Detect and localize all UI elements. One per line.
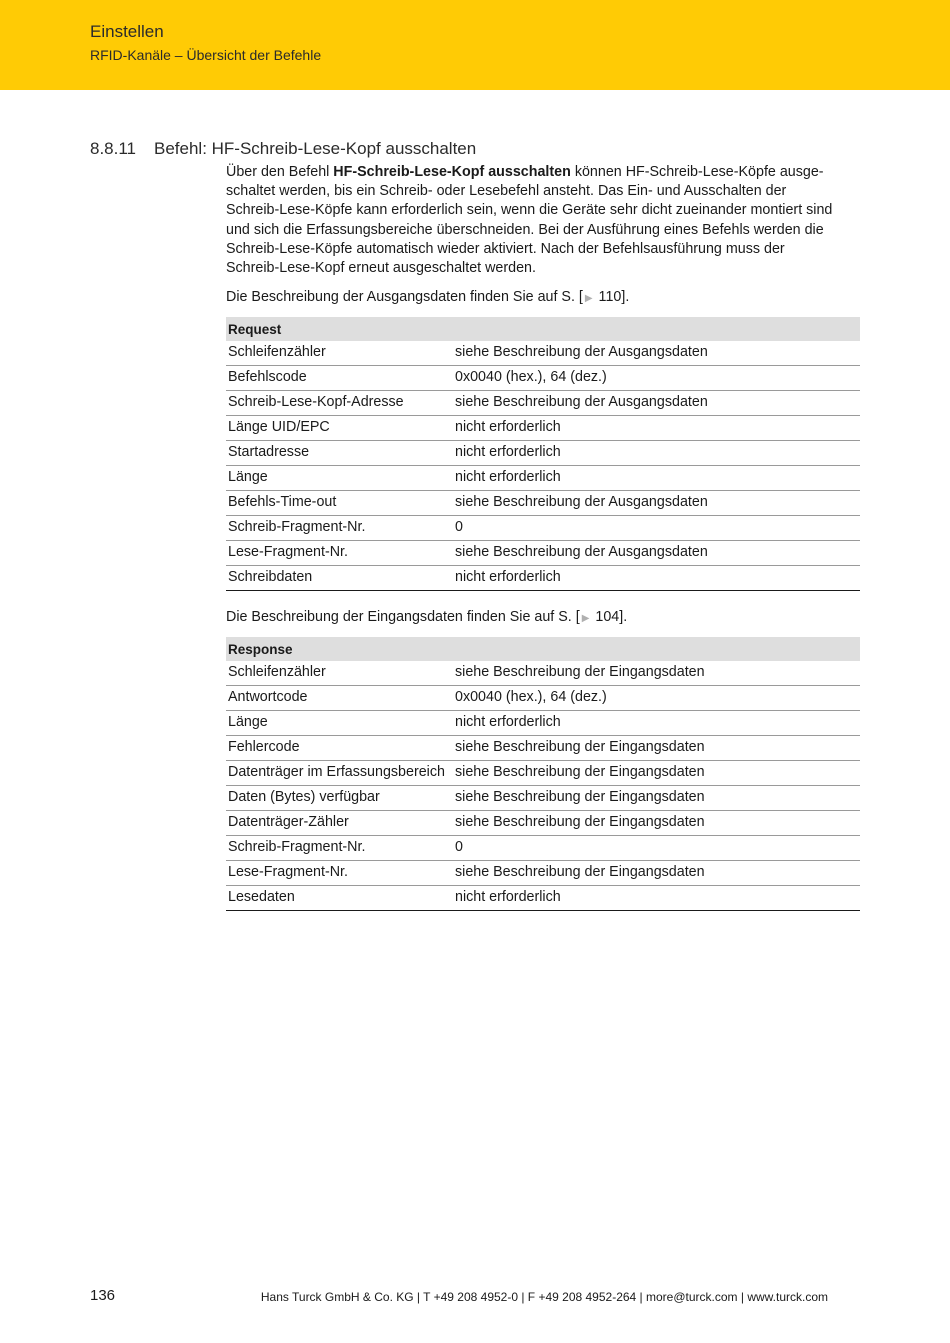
table-cell-value: siehe Beschreibung der Ausgangsdaten	[453, 391, 860, 416]
table-cell-value: nicht erforderlich	[453, 886, 860, 911]
table-row	[226, 736, 860, 761]
request-table-header: Request	[226, 317, 860, 341]
table-cell-value: siehe Beschreibung der Eingangsdaten	[453, 786, 860, 811]
table-cell-parameter: Schleifenzähler	[226, 341, 453, 366]
table-cell-parameter: Antwortcode	[226, 686, 453, 711]
table-cell-parameter: Lesedaten	[226, 886, 453, 911]
table-cell-value: nicht erforderlich	[453, 416, 860, 441]
table-cell-value: siehe Beschreibung der Ausgangsdaten	[453, 541, 860, 566]
response-reference	[226, 608, 860, 628]
response-reference-text: Die Beschreibung der Eingangsdaten finden Sie auf S. [	[226, 609, 580, 626]
table-cell-value: siehe Beschreibung der Ausgangsdaten	[453, 491, 860, 516]
intro-prefix: Über den Befehl	[226, 164, 334, 180]
table-row	[226, 761, 860, 786]
intro-bold-command: HF-Schreib-Lese-Kopf ausschalten	[333, 164, 571, 180]
table-cell-parameter: Lese-Fragment-Nr.	[226, 861, 453, 886]
table-cell-parameter: Fehlercode	[226, 736, 453, 761]
table-cell-value: 0	[453, 836, 860, 861]
table-cell-parameter: Schreibdaten	[226, 566, 453, 591]
table-cell-parameter: Schreib-Fragment-Nr.	[226, 516, 453, 541]
triangle-right-icon: ▶	[584, 293, 593, 305]
response-table	[226, 637, 860, 911]
table-row	[226, 661, 860, 686]
page-number: 136	[90, 1287, 116, 1304]
table-row	[226, 341, 860, 366]
table-cell-parameter: Länge	[226, 711, 453, 736]
table-cell-value: siehe Beschreibung der Eingangsdaten	[453, 761, 860, 786]
table-row	[226, 836, 860, 861]
table-cell-parameter: Befehlscode	[226, 366, 453, 391]
table-cell-parameter: Startadresse	[226, 441, 453, 466]
response-reference-link[interactable]: 104].	[591, 609, 628, 626]
intro-line1-rest: können HF-Schreib-Lese-Köpfe ausge-	[570, 164, 824, 180]
main-content	[226, 163, 860, 911]
request-reference	[226, 288, 860, 308]
response-table-body	[226, 661, 860, 911]
table-cell-parameter: Länge UID/EPC	[226, 416, 453, 441]
table-cell-value: 0x0040 (hex.), 64 (dez.)	[453, 366, 860, 391]
table-cell-value: nicht erforderlich	[453, 466, 860, 491]
triangle-right-icon: ▶	[581, 613, 590, 625]
table-cell-value: nicht erforderlich	[453, 566, 860, 591]
header-title: Einstellen	[90, 22, 164, 41]
table-row	[226, 786, 860, 811]
intro-line: Schreib-Lese-Köpfe kann erforderlich sein, wenn die Geräte sehr dicht zueinander montiert sind	[226, 202, 833, 219]
table-row	[226, 811, 860, 836]
table-cell-parameter: Datenträger-Zähler	[226, 811, 453, 836]
table-cell-parameter: Länge	[226, 466, 453, 491]
intro-line: Schreib-Lese-Kopf erneut ausgeschaltet werden.	[226, 260, 536, 277]
request-table-body	[226, 341, 860, 591]
table-cell-parameter: Datenträger im Erfassungsbereich	[226, 761, 453, 786]
table-cell-value: 0x0040 (hex.), 64 (dez.)	[453, 686, 860, 711]
intro-paragraph	[226, 163, 860, 278]
table-row	[226, 541, 860, 566]
table-cell-parameter: Schleifenzähler	[226, 661, 453, 686]
table-cell-parameter: Schreib-Fragment-Nr.	[226, 836, 453, 861]
table-cell-value: nicht erforderlich	[453, 441, 860, 466]
table-cell-value: nicht erforderlich	[453, 711, 860, 736]
table-cell-parameter: Daten (Bytes) verfügbar	[226, 786, 453, 811]
section-heading	[90, 139, 476, 159]
table-cell-value: siehe Beschreibung der Ausgangsdaten	[453, 341, 860, 366]
table-cell-value: 0	[453, 516, 860, 541]
intro-line: schaltet werden, bis ein Schreib- oder Lesebefehl ansteht. Das Ein- und Ausschalten der	[226, 183, 787, 200]
table-row	[226, 886, 860, 911]
request-reference-text: Die Beschreibung der Ausgangsdaten finden Sie auf S. [	[226, 289, 583, 306]
table-row	[226, 861, 860, 886]
section-title: Befehl: HF-Schreib-Lese-Kopf ausschalten	[154, 139, 477, 158]
table-row	[226, 516, 860, 541]
header-subtitle: RFID-Kanäle – Übersicht der Befehle	[90, 47, 322, 63]
table-row	[226, 416, 860, 441]
request-table	[226, 317, 860, 591]
page-header	[0, 0, 950, 90]
table-row	[226, 441, 860, 466]
table-cell-value: siehe Beschreibung der Eingangsdaten	[453, 811, 860, 836]
table-row	[226, 366, 860, 391]
table-row	[226, 466, 860, 491]
table-row	[226, 686, 860, 711]
footer-contact: Hans Turck GmbH & Co. KG | T +49 208 4952-0 | F +49 208 4952-264 | more@turck.com | www.turck.com	[260, 1290, 828, 1304]
table-cell-parameter: Lese-Fragment-Nr.	[226, 541, 453, 566]
table-row	[226, 391, 860, 416]
request-reference-link[interactable]: 110].	[594, 289, 630, 306]
table-row	[226, 566, 860, 591]
table-row	[226, 491, 860, 516]
table-cell-value: siehe Beschreibung der Eingangsdaten	[453, 661, 860, 686]
response-table-header: Response	[226, 637, 860, 661]
table-cell-parameter: Schreib-Lese-Kopf-Adresse	[226, 391, 453, 416]
table-cell-value: siehe Beschreibung der Eingangsdaten	[453, 736, 860, 761]
table-cell-value: siehe Beschreibung der Eingangsdaten	[453, 861, 860, 886]
intro-line: und sich die Erfassungsbereiche überschneiden. Bei der Ausführung eines Befehls werden die	[226, 221, 824, 238]
table-cell-parameter: Befehls-Time-out	[226, 491, 453, 516]
intro-line: Schreib-Lese-Köpfe automatisch wieder aktiviert. Nach der Befehlsausführung muss der	[226, 240, 785, 257]
table-row	[226, 711, 860, 736]
section-number: 8.8.11	[90, 139, 137, 158]
